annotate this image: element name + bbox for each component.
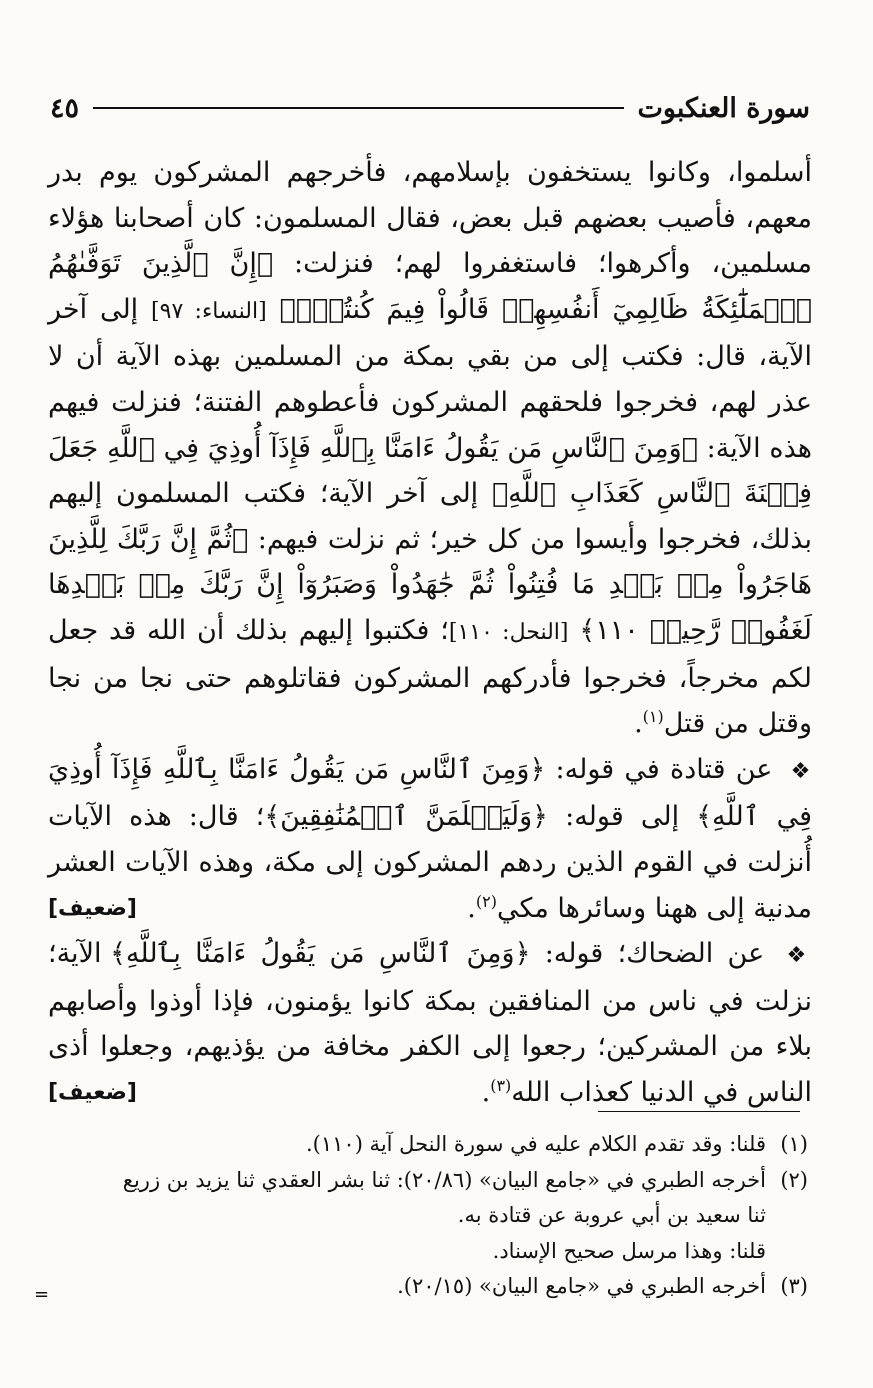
footnote-separator — [598, 1111, 800, 1112]
paragraph-3 — [48, 931, 812, 1115]
bullet-icon: ❖ — [790, 758, 812, 784]
quran-verse: ﴿إِنَّ ٱلَّذِينَ تَوَفَّىٰهُمُ ٱلۡمَلَٰٓئِكَةُ ظَالِمِيٓ أَنفُسِهِمۡ قَالُواْ فِيمَ كُنتُمۡۖ﴾ — [48, 248, 812, 325]
verse-reference: [النساء: ٩٧] — [151, 298, 267, 324]
bullet-icon: ❖ — [786, 943, 812, 969]
grade-label: [ضعيف] — [48, 1079, 137, 1105]
footnotes — [48, 1127, 808, 1305]
footnote-text: قلنا: وهذا مرسل صحيح الإسناد. — [492, 1238, 766, 1263]
verse-reference: [النحل: ١١٠] — [448, 619, 569, 645]
text-segment: ؛ فكتبوا إليهم بذلك أن الله قد جعل لكم مخرجاً، فخرجوا فأدركهم المشركون فقاتلوهم حتى نجا من نجا وقتل من قتل — [48, 614, 812, 740]
footnote-text: ثنا سعيد بن أبي عروبة عن قتادة به. — [457, 1203, 766, 1227]
quran-verse: ﴿ثُمَّ إِنَّ رَبَّكَ لِلَّذِينَ هَاجَرُواْ مِنۢ بَعۡدِ مَا فُتِنُواْ ثُمَّ جَٰهَدُواْ وَصَبَرُوٓاْ إِنَّ رَبَّكَ مِنۢ بَعۡدِهَا لَغَفُورٞ رَّحِيمٞ ١١٠﴾ — [48, 523, 812, 646]
text-segment: الآية؛ نزلت في ناس من المنافقين بمكة كانوا يؤمنون، فإذا أوذوا وأصابهم بلاء من المشركين؛ رجعوا إلى الكفر مخافة من يؤذيهم، وجعلوا أذى الناس في الدنيا كعذاب الله — [48, 938, 812, 1108]
footnote-text: أخرجه الطبري في «جامع البيان» (٢٠/١٥). — [397, 1274, 766, 1298]
text-segment: عن الضحاك؛ قوله: — [544, 938, 765, 970]
quran-verse: ﴿وَلَيَعۡلَمَنَّ ٱلۡمُنَٰفِقِينَ﴾ — [264, 801, 548, 833]
footnote-number: (٢) — [780, 1167, 808, 1192]
footnote-number: (٣) — [780, 1274, 808, 1298]
paragraph-2 — [48, 747, 812, 931]
surah-title: سورة العنكبوت — [637, 92, 810, 124]
footnote-text: أخرجه الطبري في «جامع البيان» (٢٠/٨٦): ثنا بشر العقدي ثنا يزيد بن زريع — [122, 1167, 766, 1192]
grade-label: [ضعيف] — [48, 895, 137, 921]
text-segment: إلى آخر الآية؛ فكتب المسلمون إليهم بذلك، فخرجوا وأيسوا من كل خير؛ ثم نزلت فيهم: — [48, 478, 812, 555]
text-segment: إلى قوله: — [565, 801, 680, 833]
page-header — [50, 86, 810, 130]
footnote-item — [48, 1269, 808, 1305]
page-number: ٤٥ — [50, 92, 80, 124]
footnote-item — [48, 1163, 808, 1199]
text-segment: أسلموا، وكانوا يستخفون بإسلامهم، فأخرجهم المشركون يوم بدر معهم، فأصيب بعضهم قبل بعض، فقال المسلمون: كان أصحابنا هؤلاء مسلمين، وأكرهوا؛ فاستغفروا لهم؛ فنزلت: — [48, 157, 812, 280]
quran-verse: ﴿وَمِنَ ٱلنَّاسِ مَن يَقُولُ ءَامَنَّا بِٱللَّهِ فَإِذَآ أُوذِيَ فِي ٱللَّهِ﴾ — [48, 753, 812, 833]
footnote-marker: (١) — [642, 707, 664, 727]
footnote-marker: (٣) — [490, 1075, 512, 1095]
footnote-item — [48, 1127, 808, 1163]
text-segment: عن قتادة في قوله: — [555, 753, 773, 785]
paragraph-1 — [48, 150, 812, 747]
text-segment: إلى آخر الآية، قال: فكتب إلى من بقي بمكة من المسلمين بهذه الآية أن لا عذر لهم، فخرجوا فلحقهم المشركون فأعطوهم الفتنة؛ فنزلت فيهم هذه الآية: — [48, 293, 812, 464]
footnote-text: قلنا: وقد تقدم الكلام عليه في سورة النحل آية (١١٠). — [305, 1132, 766, 1156]
footnote-number: (١) — [780, 1132, 808, 1156]
text-segment: ؛ قال: هذه الآيات أُنزلت في القوم الذين ردهم المشركون إلى مكة، وهذه الآيات العشر مدنية إلى ههنا وسائرها مكي — [48, 801, 812, 924]
footnote-marker: (٢) — [475, 891, 497, 911]
header-rule — [93, 107, 624, 109]
margin-mark: = — [34, 1284, 50, 1305]
text-segment: . — [634, 708, 643, 740]
main-text — [48, 150, 812, 1115]
quran-verse: ﴿وَمِنَ ٱلنَّاسِ مَن يَقُولُ ءَامَنَّا بِٱللَّهِ﴾ — [110, 938, 531, 970]
text-segment: . — [467, 892, 476, 924]
quran-verse: ﴿وَمِنَ ٱلنَّاسِ مَن يَقُولُ ءَامَنَّا بِٱللَّهِ فَإِذَآ أُوذِيَ فِي ٱللَّهِ جَعَلَ فِتۡنَةَ ٱلنَّاسِ كَعَذَابِ ٱللَّهِ﴾ — [48, 432, 812, 510]
text-segment: . — [481, 1076, 491, 1108]
